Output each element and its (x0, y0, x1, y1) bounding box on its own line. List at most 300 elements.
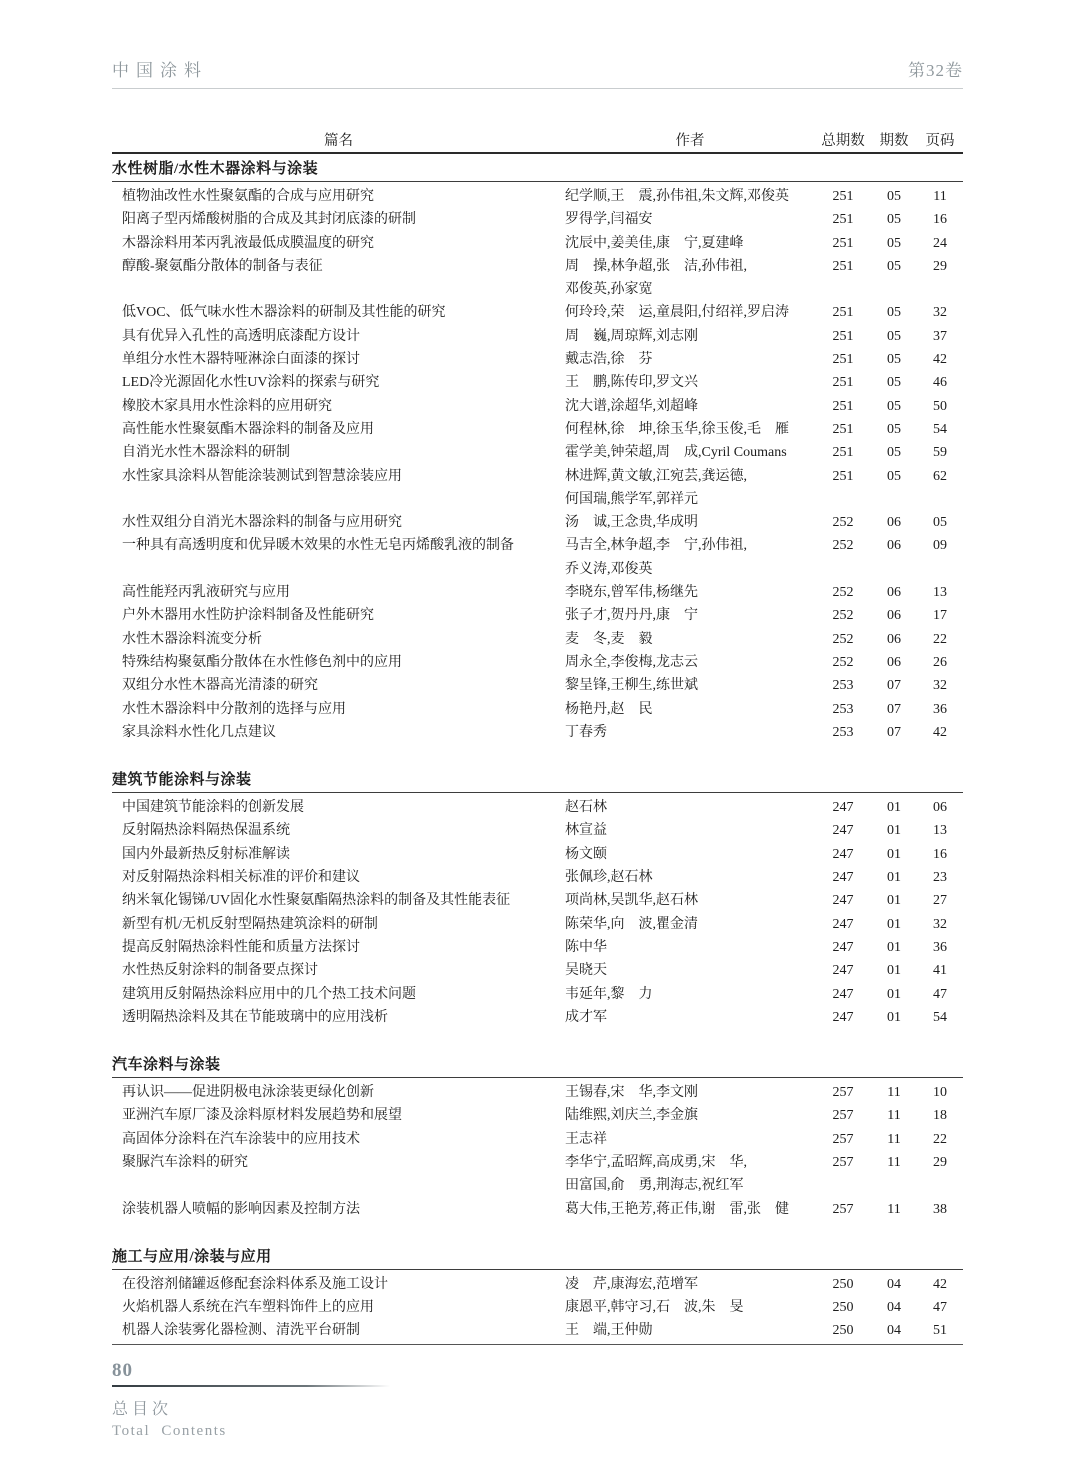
article-title: 特殊结构聚氨酯分散体在水性修色剂中的应用 (122, 654, 402, 670)
page-no: 50 (933, 398, 947, 414)
page-no: 29 (933, 258, 947, 274)
table-row (112, 418, 963, 441)
author-line: 杨艳丹,赵 民 (565, 701, 653, 717)
column-header-title: 篇名 (324, 133, 353, 149)
article-title: 高性能羟丙乳液研究与应用 (122, 585, 290, 601)
table-row (112, 983, 963, 1006)
author-line: 霍学美,钟荣超,周 成,Cyril Coumans (565, 445, 787, 461)
page-no: 16 (933, 212, 947, 228)
column-header-issue: 期数 (879, 133, 909, 149)
page-no: 16 (933, 846, 947, 862)
total-issue: 252 (832, 538, 854, 554)
issue: 06 (887, 654, 901, 670)
table-row (112, 255, 963, 302)
total-issue: 247 (832, 1009, 854, 1025)
article-authors (565, 628, 815, 651)
section-title: 汽车涂料与涂装 (112, 1055, 963, 1078)
page-no: 51 (933, 1323, 947, 1339)
issue: 06 (887, 585, 901, 601)
table-row (112, 1151, 963, 1198)
article-authors (565, 866, 815, 889)
table-row (112, 651, 963, 674)
table-row (112, 936, 963, 959)
article-title: 中国建筑节能涂料的创新发展 (122, 800, 304, 816)
author-line: 张佩珍,赵石林 (565, 870, 653, 886)
article-authors (565, 959, 815, 982)
section-rows (112, 1078, 963, 1221)
issue: 01 (887, 916, 901, 932)
issue: 05 (887, 235, 901, 251)
table-row (112, 674, 963, 697)
running-head (112, 56, 963, 81)
total-issue: 253 (832, 678, 854, 694)
article-authors (565, 418, 815, 441)
page-no: 32 (933, 305, 947, 321)
total-issue: 251 (832, 421, 854, 437)
table-row (112, 796, 963, 819)
article-authors (565, 534, 815, 581)
author-line: 凌 芹,康海宏,范增军 (565, 1276, 698, 1292)
issue: 05 (887, 445, 901, 461)
table-row (112, 1104, 963, 1127)
article-title: 水性木器涂料中分散剂的选择与应用 (122, 701, 346, 717)
article-title: 水性热反射涂料的制备要点探讨 (122, 963, 318, 979)
issue: 11 (887, 1154, 901, 1170)
page-no: 11 (933, 189, 947, 204)
toc-sections (112, 159, 963, 1345)
page-no: 37 (933, 328, 947, 344)
page-no: 32 (933, 916, 947, 932)
article-authors (565, 983, 815, 1006)
table-row (112, 628, 963, 651)
page-no: 22 (933, 631, 947, 647)
author-line: 陈荣华,向 波,瞿金清 (565, 916, 698, 932)
total-issue: 252 (832, 585, 854, 601)
issue: 01 (887, 986, 901, 1002)
article-authors (565, 1151, 815, 1198)
total-issue: 251 (832, 328, 854, 344)
page-no: 23 (933, 870, 947, 886)
total-issue: 257 (832, 1131, 854, 1147)
total-issue: 251 (832, 468, 854, 484)
total-issue: 247 (832, 823, 854, 839)
article-authors (565, 796, 815, 819)
article-title: 高性能水性聚氨酯木器涂料的制备及应用 (122, 421, 374, 437)
page-no: 42 (933, 352, 947, 368)
page-no: 27 (933, 893, 947, 909)
issue: 06 (887, 515, 901, 531)
author-line: 项尚林,吴凯华,赵石林 (565, 893, 698, 909)
article-authors (565, 721, 815, 744)
issue: 06 (887, 631, 901, 647)
article-authors (565, 1273, 815, 1296)
total-issue: 247 (832, 870, 854, 886)
table-row (112, 511, 963, 534)
total-issue: 250 (832, 1300, 854, 1316)
article-title: 火焰机器人系统在汽车塑料饰件上的应用 (122, 1300, 374, 1316)
article-title: 对反射隔热涂料相关标准的评价和建议 (122, 870, 360, 886)
article-authors (565, 1104, 815, 1127)
author-line: 杨文颐 (565, 846, 607, 862)
author-line: 何国瑞,熊学军,郭祥元 (565, 491, 698, 507)
author-line: 黎呈锋,王柳生,练世斌 (565, 678, 698, 694)
article-title: 亚洲汽车原厂漆及涂料原材料发展趋势和展望 (122, 1108, 402, 1124)
article-title: LED冷光源固化水性UV涂料的探索与研究 (122, 375, 380, 391)
article-authors (565, 889, 815, 912)
page-no: 26 (933, 654, 947, 670)
page-no: 54 (933, 1009, 947, 1025)
section-rows (112, 1270, 963, 1345)
article-title: 反射隔热涂料隔热保温系统 (122, 823, 290, 839)
table-row (112, 721, 963, 744)
article-authors (565, 674, 815, 697)
total-issue: 247 (832, 986, 854, 1002)
header-rule (112, 88, 963, 89)
table-row (112, 441, 963, 464)
article-title: 单组分水性木器特哑淋涂白面漆的探讨 (122, 352, 360, 368)
author-line: 丁春秀 (565, 724, 607, 740)
article-authors (565, 913, 815, 936)
article-title: 户外木器用水性防护涂料制备及性能研究 (122, 608, 374, 624)
table-row (112, 1128, 963, 1151)
article-authors (565, 208, 815, 231)
total-issue: 257 (832, 1085, 854, 1101)
page-no: 42 (933, 1276, 947, 1292)
article-title: 阳离子型丙烯酸树脂的合成及其封闭底漆的研制 (122, 212, 416, 228)
issue: 07 (887, 678, 901, 694)
total-issue: 251 (832, 212, 854, 228)
author-line: 王志祥 (565, 1131, 607, 1147)
table-row (112, 395, 963, 418)
issue: 01 (887, 893, 901, 909)
table-row (112, 604, 963, 627)
total-issue: 247 (832, 846, 854, 862)
total-issue: 247 (832, 800, 854, 816)
footer-label-en: Total Contents (112, 1423, 227, 1439)
author-line: 韦延年,黎 力 (565, 986, 653, 1002)
table-row (112, 1081, 963, 1104)
column-header-page: 页码 (925, 133, 955, 149)
article-authors (565, 651, 815, 674)
issue: 05 (887, 212, 901, 228)
total-issue: 247 (832, 893, 854, 909)
table-row (112, 889, 963, 912)
page-no: 36 (933, 701, 947, 717)
issue: 05 (887, 305, 901, 321)
page-no: 09 (933, 538, 947, 554)
author-line: 戴志浩,徐 芬 (565, 352, 653, 368)
article-title: 植物油改性水性聚氨酯的合成与应用研究 (122, 189, 374, 204)
page-no: 24 (933, 235, 947, 251)
article-title: 高固体分涂料在汽车涂装中的应用技术 (122, 1131, 360, 1147)
issue: 01 (887, 846, 901, 862)
article-authors (565, 348, 815, 371)
author-line: 陈中华 (565, 939, 607, 955)
article-authors (565, 819, 815, 842)
author-line: 吴晓天 (565, 963, 607, 979)
article-title: 具有优异入孔性的高透明底漆配方设计 (122, 328, 360, 344)
author-line: 葛大伟,王艳芳,蒋正伟,谢 雷,张 健 (565, 1201, 789, 1217)
section-title: 施工与应用/涂装与应用 (112, 1247, 963, 1270)
total-issue: 252 (832, 515, 854, 531)
article-authors (565, 698, 815, 721)
table-row (112, 325, 963, 348)
footer-label-cn: 总目次 (112, 1401, 173, 1418)
issue: 01 (887, 823, 901, 839)
page-no: 46 (933, 375, 947, 391)
issue: 01 (887, 939, 901, 955)
article-authors (565, 255, 815, 302)
page-no: 38 (933, 1201, 947, 1217)
table-row (112, 371, 963, 394)
table-row (112, 1319, 963, 1342)
total-issue: 251 (832, 398, 854, 414)
article-authors (565, 301, 815, 324)
total-issue: 251 (832, 258, 854, 274)
article-title: 橡胶木家具用水性涂料的应用研究 (122, 398, 332, 414)
author-line: 康恩平,韩守习,石 波,朱 旻 (565, 1300, 744, 1316)
total-issue: 250 (832, 1276, 854, 1292)
article-title: 双组分水性木器高光清漆的研究 (122, 678, 318, 694)
total-issue: 250 (832, 1323, 854, 1339)
page-no: 36 (933, 939, 947, 955)
article-title: 国内外最新热反射标准解读 (122, 846, 290, 862)
total-issue: 251 (832, 305, 854, 321)
issue: 05 (887, 421, 901, 437)
author-line: 汤 诚,王念贵,华成明 (565, 515, 698, 531)
table-row (112, 913, 963, 936)
issue: 01 (887, 800, 901, 816)
author-line: 麦 冬,麦 毅 (565, 631, 653, 647)
issue: 11 (887, 1085, 901, 1101)
table-header-row (112, 133, 963, 154)
author-line: 马吉全,林争超,李 宁,孙伟祖, (565, 538, 747, 554)
table-row (112, 1198, 963, 1221)
article-title: 水性家具涂料从智能涂装测试到智慧涂装应用 (122, 468, 402, 484)
total-issue: 257 (832, 1201, 854, 1217)
article-authors (565, 936, 815, 959)
table-row (112, 959, 963, 982)
article-title: 自消光水性木器涂料的研制 (122, 445, 290, 461)
section-rows (112, 182, 963, 744)
section-title: 水性树脂/水性木器涂料与涂装 (112, 159, 963, 182)
page-no: 42 (933, 724, 947, 740)
section-title: 建筑节能涂料与涂装 (112, 770, 963, 793)
total-issue: 257 (832, 1108, 854, 1124)
total-issue: 257 (832, 1154, 854, 1170)
total-issue: 253 (832, 701, 854, 717)
author-line: 陆维熙,刘庆兰,李金旗 (565, 1108, 698, 1124)
table-row (112, 301, 963, 324)
table-row (112, 698, 963, 721)
total-issue: 251 (832, 189, 854, 204)
article-authors (565, 1081, 815, 1104)
table-row (112, 465, 963, 512)
author-line: 田富国,俞 勇,荆海志,祝红军 (565, 1178, 744, 1194)
article-title: 提高反射隔热涂料性能和质量方法探讨 (122, 939, 360, 955)
article-title: 家具涂料水性化几点建议 (122, 724, 276, 740)
volume-label: 第32卷 (908, 61, 963, 80)
article-authors (565, 441, 815, 464)
section-rows (112, 793, 963, 1029)
issue: 04 (887, 1323, 901, 1339)
article-title: 建筑用反射隔热涂料应用中的几个热工技术问题 (122, 986, 416, 1002)
author-line: 林宣益 (565, 823, 607, 839)
issue: 04 (887, 1276, 901, 1292)
article-title: 在役溶剂储罐返修配套涂料体系及施工设计 (122, 1276, 388, 1292)
table-row (112, 819, 963, 842)
issue: 05 (887, 328, 901, 344)
issue: 01 (887, 1009, 901, 1025)
article-authors (565, 371, 815, 394)
article-title: 纳米氧化锡锑/UV固化水性聚氨酯隔热涂料的制备及其性能表征 (122, 893, 511, 909)
total-issue: 252 (832, 654, 854, 670)
total-issue: 253 (832, 724, 854, 740)
page-no: 06 (933, 800, 947, 816)
article-title: 再认识——促进阴极电泳涂装更绿化创新 (122, 1085, 374, 1101)
author-line: 邓俊英,孙家宽 (565, 282, 653, 298)
toc-section (112, 159, 963, 744)
article-title: 机器人涂装雾化器检测、清洗平台研制 (122, 1323, 360, 1339)
table-row (112, 866, 963, 889)
issue: 05 (887, 468, 901, 484)
issue: 11 (887, 1108, 901, 1124)
article-authors (565, 1198, 815, 1221)
issue: 11 (887, 1131, 901, 1147)
page-no: 41 (933, 963, 947, 979)
table-row (112, 348, 963, 371)
page-no: 18 (933, 1108, 947, 1124)
author-line: 王锡春,宋 华,李文刚 (565, 1085, 698, 1101)
table-row (112, 1006, 963, 1029)
article-authors (565, 511, 815, 534)
total-issue: 251 (832, 445, 854, 461)
total-issue: 247 (832, 939, 854, 955)
issue: 01 (887, 870, 901, 886)
article-authors (565, 1006, 815, 1029)
article-title: 低VOC、低气味水性木器涂料的研制及其性能的研究 (122, 305, 446, 321)
total-issue: 252 (832, 608, 854, 624)
article-title: 水性木器涂料流变分析 (122, 631, 262, 647)
author-line: 王 端,王仲勋 (565, 1323, 653, 1339)
author-line: 何玲玲,荣 运,童晨阳,付绍祥,罗启涛 (565, 305, 789, 321)
article-authors (565, 325, 815, 348)
page-no: 13 (933, 823, 947, 839)
article-authors (565, 581, 815, 604)
article-authors (565, 1128, 815, 1151)
table-of-contents (112, 133, 963, 1345)
article-authors (565, 1319, 815, 1342)
article-authors (565, 232, 815, 255)
author-line: 赵石林 (565, 800, 607, 816)
table-row (112, 185, 963, 208)
page-no: 17 (933, 608, 947, 624)
page-no: 13 (933, 585, 947, 601)
footer-rule (112, 1385, 390, 1387)
issue: 07 (887, 701, 901, 717)
table-row (112, 581, 963, 604)
page-no: 59 (933, 445, 947, 461)
issue: 11 (887, 1201, 901, 1217)
author-line: 罗得学,闫福安 (565, 212, 653, 228)
author-line: 成才军 (565, 1009, 607, 1025)
column-header-total-issue: 总期数 (821, 133, 865, 149)
toc-section (112, 770, 963, 1029)
issue: 05 (887, 189, 901, 204)
article-authors (565, 1296, 815, 1319)
author-line: 李晓东,曾军伟,杨继先 (565, 585, 698, 601)
toc-section (112, 1247, 963, 1345)
article-authors (565, 465, 815, 512)
page-no: 54 (933, 421, 947, 437)
page-no: 10 (933, 1085, 947, 1101)
author-line: 周 巍,周琼辉,刘志刚 (565, 328, 698, 344)
article-title: 透明隔热涂料及其在节能玻璃中的应用浅析 (122, 1009, 388, 1025)
article-authors (565, 843, 815, 866)
table-row (112, 1296, 963, 1319)
author-line: 林进辉,黄文敏,江宛芸,龚运德, (565, 468, 747, 484)
table-row (112, 534, 963, 581)
author-line: 沈辰中,姜美佳,康 宁,夏建峰 (565, 235, 744, 251)
total-issue: 252 (832, 631, 854, 647)
table-row (112, 843, 963, 866)
page-no: 47 (933, 1300, 947, 1316)
author-line: 李华宁,孟昭辉,高成勇,宋 华, (565, 1154, 747, 1170)
issue: 04 (887, 1300, 901, 1316)
page-no: 29 (933, 1154, 947, 1170)
toc-section (112, 1055, 963, 1221)
issue: 06 (887, 538, 901, 554)
page-no: 47 (933, 986, 947, 1002)
issue: 01 (887, 963, 901, 979)
issue: 05 (887, 398, 901, 414)
total-issue: 247 (832, 916, 854, 932)
article-title: 一种具有高透明度和优异暖木效果的水性无皂丙烯酸乳液的制备 (122, 538, 514, 554)
article-authors (565, 185, 815, 208)
page-footer (112, 1360, 390, 1440)
author-line: 纪学顺,王 震,孙伟祖,朱文辉,邓俊英 (565, 189, 789, 204)
table-row (112, 208, 963, 231)
column-header-authors: 作者 (675, 133, 705, 149)
article-authors (565, 604, 815, 627)
author-line: 王 鹏,陈传印,罗文兴 (565, 375, 698, 391)
article-title: 新型有机/无机反射型隔热建筑涂料的研制 (122, 916, 378, 932)
article-title: 醇酸-聚氨酯分散体的制备与表征 (122, 258, 323, 274)
issue: 05 (887, 258, 901, 274)
article-title: 水性双组分自消光木器涂料的制备与应用研究 (122, 515, 402, 531)
total-issue: 251 (832, 375, 854, 391)
author-line: 周永全,李俊梅,龙志云 (565, 654, 698, 670)
author-line: 乔义涛,邓俊英 (565, 561, 653, 577)
total-issue: 251 (832, 352, 854, 368)
page-no: 32 (933, 678, 947, 694)
table-row (112, 232, 963, 255)
issue: 06 (887, 608, 901, 624)
author-line: 张子才,贺丹丹,康 宁 (565, 608, 698, 624)
issue: 05 (887, 352, 901, 368)
issue: 05 (887, 375, 901, 391)
issue: 07 (887, 724, 901, 740)
table-row (112, 1273, 963, 1296)
page-no: 62 (933, 468, 947, 484)
journal-name: 中国涂料 (112, 61, 208, 80)
article-title: 聚脲汽车涂料的研究 (122, 1154, 248, 1170)
article-authors (565, 395, 815, 418)
total-issue: 247 (832, 963, 854, 979)
folio-number: 80 (112, 1360, 133, 1381)
article-title: 涂装机器人喷幅的影响因素及控制方法 (122, 1201, 360, 1217)
page-no: 22 (933, 1131, 947, 1147)
